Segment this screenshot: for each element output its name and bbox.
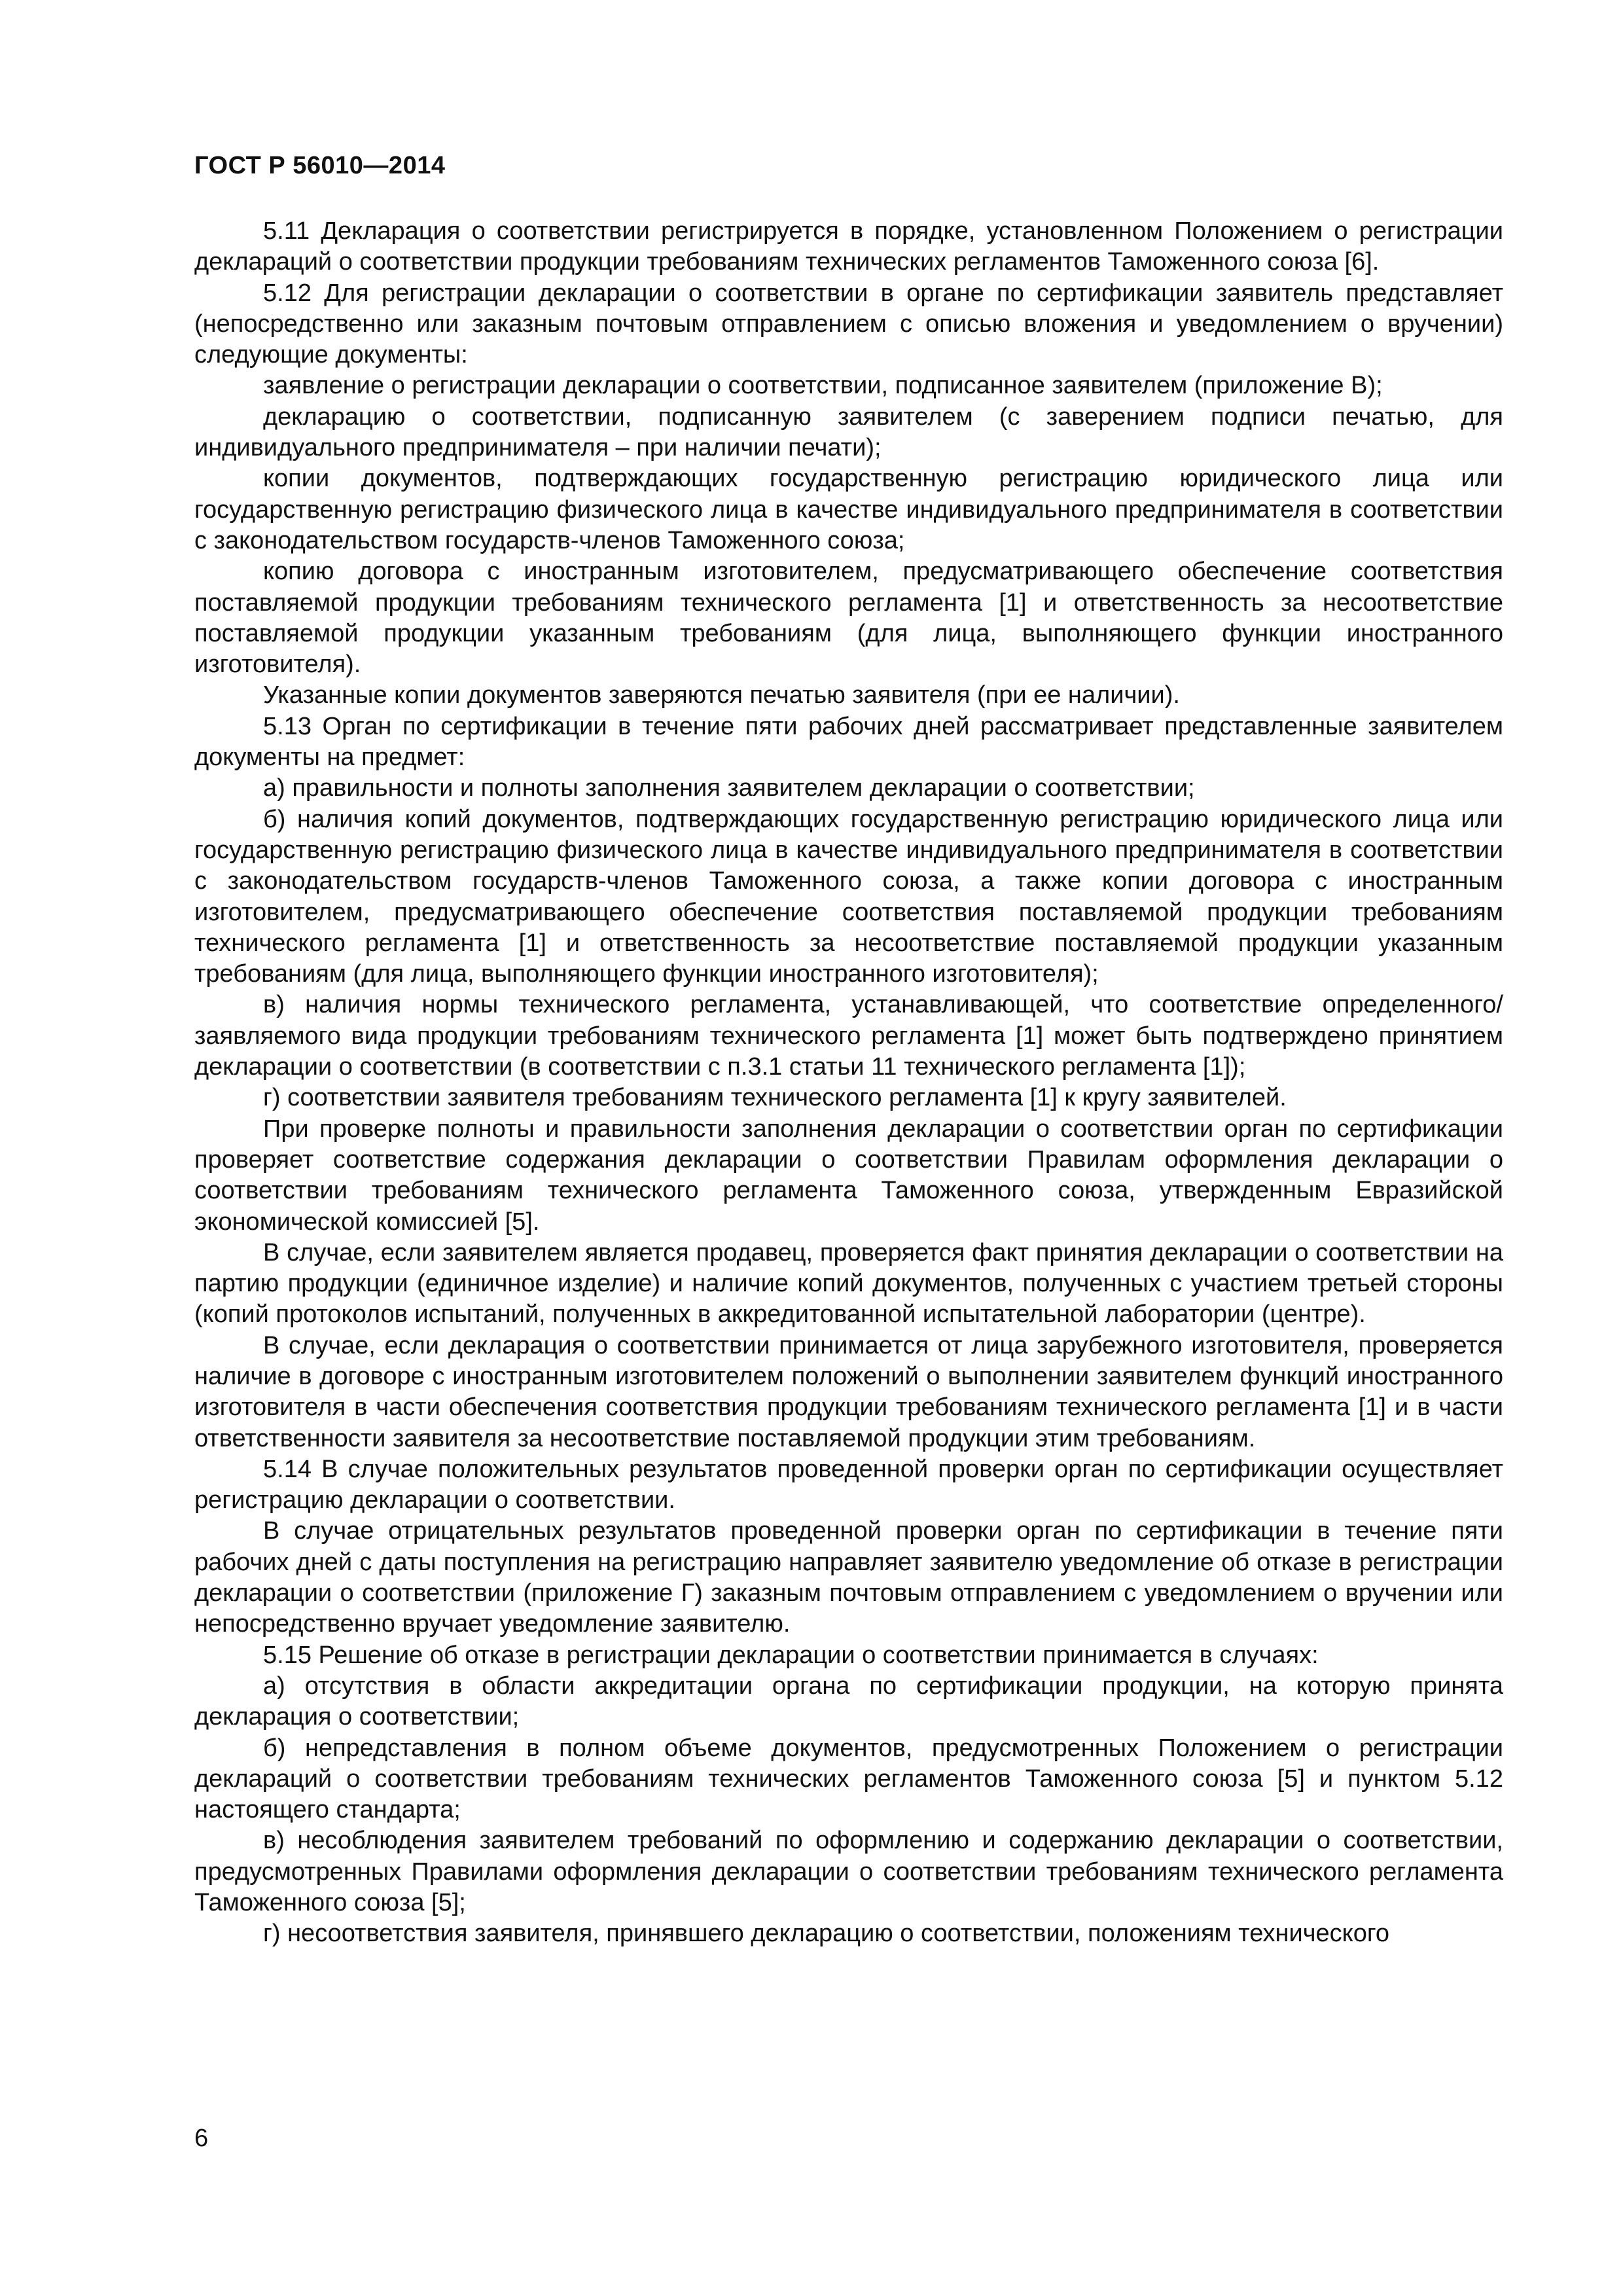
paragraph: 5.13 Орган по сертификации в течение пяти рабочих дней рассматривает представленные заявителем документы на предмет: xyxy=(194,712,1503,772)
paragraph: копию договора с иностранным изготовителем, предусматривающего обеспечение соответствия поставляемой продукции требованиям технического регламента [1] и ответственность за несоответствие поставляемой продукции указанным требованиям (для лица, выполняющего функции иностранного изготовителя). xyxy=(194,558,1503,679)
paragraph: в) несоблюдения заявителем требований по оформлению и содержанию декларации о соответствии, предусмотренных Правилами оформления декларации о соответствии требованиям технического регламента Таможенного союза [5]; xyxy=(194,1827,1503,1917)
paragraph: б) наличия копий документов, подтверждающих государственную регистрацию юридического лица или государственную регистрацию физического лица в качестве индивидуального предпринимателя в соответствии с законодательством государств-членов Таможенного союза, а также копии договора с иностранным изготовителем, предусматривающего обеспечение соответствия поставляемой продукции требованиям технического регламента [1] и ответственность за несоответствие поставляемой продукции указанным требованиям (для лица, выполняющего функции иностранного изготовителя); xyxy=(194,805,1503,988)
paragraph: г) соответствии заявителя требованиям технического регламента [1] к кругу заявителей. xyxy=(263,1084,1287,1112)
paragraph: Указанные копии документов заверяются печатью заявителя (при ее наличии). xyxy=(263,681,1180,709)
paragraph: При проверке полноты и правильности заполнения декларации о соответствии орган по сертификации проверяет соответствие содержания декларации о соответствии Правилам оформления декларации о соответствии требованиям технического регламента Таможенного союза, утвержденным Евразийской экономической комиссией [5]. xyxy=(194,1115,1503,1236)
paragraph: а) правильности и полноты заполнения заявителем декларации о соответствии; xyxy=(263,774,1195,802)
paragraph: копии документов, подтверждающих государственную регистрацию юридического лица или государственную регистрацию физического лица в качестве индивидуального предпринимателя в соответствии с законодательством государств-членов Таможенного союза; xyxy=(194,465,1503,554)
paragraph: 5.11 Декларация о соответствии регистрируется в порядке, установленном Положением о регистрации деклараций о соответствии продукции требованиям технических регламентов Таможенного союза [6]. xyxy=(194,217,1503,276)
page-number: 6 xyxy=(194,2125,209,2152)
paragraph: 5.14 В случае положительных результатов проведенной проверки орган по сертификации осуществляет регистрацию декларации о соответствии. xyxy=(194,1455,1503,1515)
paragraph: 5.15 Решение об отказе в регистрации декларации о соответствии принимается в случаях: xyxy=(263,1641,1319,1669)
paragraph: В случае отрицательных результатов проведенной проверки орган по сертификации в течение пяти рабочих дней с даты поступления на регистрацию направляет заявителю уведомление об отказе в регистрации декларации о соответствии (приложение Г) заказным почтовым отправлением с уведомлением о вручении или непосредственно вручает уведомление заявителю. xyxy=(194,1517,1503,1638)
paragraph: заявление о регистрации декларации о соответствии, подписанное заявителем (приложение В); xyxy=(263,372,1383,400)
paragraph: г) несоответствия заявителя, принявшего декларацию о соответствии, положениям технического xyxy=(263,1920,1389,1948)
paragraph: б) непредставления в полном объеме документов, предусмотренных Положением о регистрации деклараций о соответствии требованиям технических регламентов Таможенного союза [5] и пунктом 5.12 настоящего стандарта; xyxy=(194,1734,1503,1824)
paragraph: В случае, если декларация о соответствии принимается от лица зарубежного изготовителя, проверяется наличие в договоре с иностранным изготовителем положений о выполнении заявителем функций иностранного изготовителя в части обеспечения соответствия продукции требованиям технического регламента [1] и в части ответственности заявителя за несоответствие поставляемой продукции этим требованиям. xyxy=(194,1331,1503,1452)
paragraph: декларацию о соответствии, подписанную заявителем (с заверением подписи печатью, для индивидуального предпринимателя – при наличии печати); xyxy=(194,403,1503,462)
paragraph: а) отсутствия в области аккредитации органа по сертификации продукции, на которую принята декларация о соответствии; xyxy=(194,1672,1503,1731)
paragraph: в) наличия нормы технического регламента, устанавливающей, что соответствие определенного/заявляемого вида продукции требованиям технического регламента [1] может быть подтверждено принятием декларации о соответствии (в соответствии с п.3.1 статьи 11 технического регламента [1]); xyxy=(194,991,1503,1081)
document-header: ГОСТ Р 56010—2014 xyxy=(194,152,446,179)
paragraph: В случае, если заявителем является продавец, проверяется факт принятия декларации о соответствии на партию продукции (единичное изделие) и наличие копий документов, полученных с участием третьей стороны (копий протоколов испытаний, полученных в аккредитованной испытательной лаборатории (центре). xyxy=(194,1238,1503,1329)
document-body xyxy=(194,216,1503,1950)
paragraph: 5.12 Для регистрации декларации о соответствии в органе по сертификации заявитель представляет (непосредственно или заказным почтовым отправлением с описью вложения и уведомлением о вручении) следующие документы: xyxy=(194,279,1503,369)
